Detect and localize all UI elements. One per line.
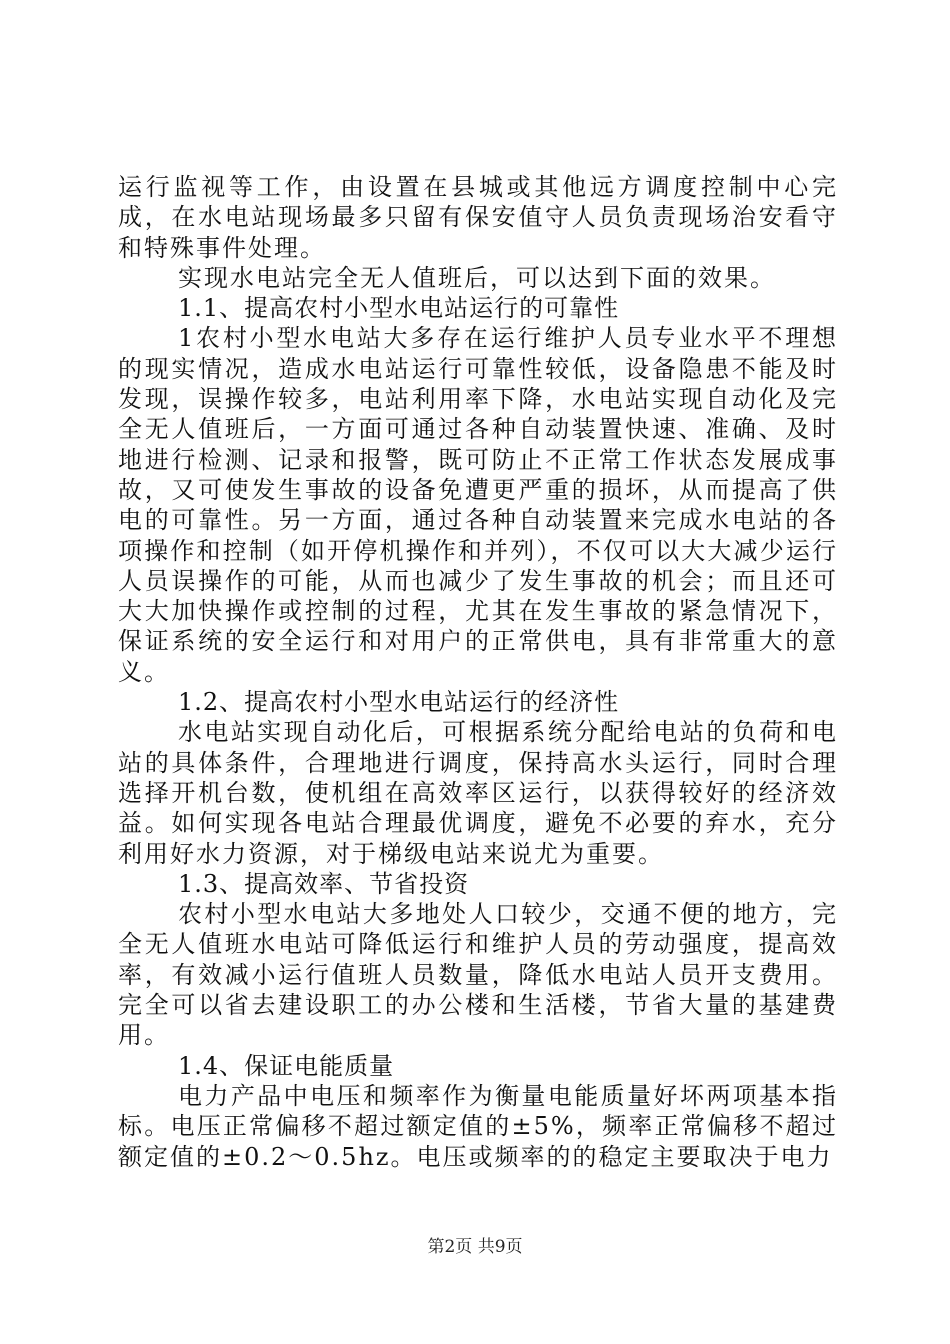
paragraph: 电力产品中电压和频率作为衡量电能质量好坏两项基本指标。电压正常偏移不超过额定值的±5%，频率正常偏移不超过额定值的±0.2～0.5hz。电压或频率的的稳定主要取决于电力 [118, 1081, 838, 1171]
section-heading: 1.2、提高农村小型水电站运行的经济性 [178, 688, 620, 717]
paragraph: 实现水电站完全无人值班后，可以达到下面的效果。 [178, 263, 776, 292]
section-heading: 1.3、提高效率、节省投资 [178, 869, 470, 898]
paragraph: 1农村小型水电站大多存在运行维护人员专业水平不理想的现实情况，造成水电站运行可靠性较低，设备隐患不能及时发现，误操作较多，电站利用率下降，水电站实现自动化及完全无人值班后，一方面可通过各种自动装置快速、准确、及时地进行检测、记录和报警，既可防止不正常工作状态发展成事故，又可使发生事故的设备免遭更严重的损坏，从而提高了供电的可靠性。另一方面，通过各种自动装置来完成水电站的各项操作和控制（如开停机操作和并列），不仅可以大大减少运行人员误操作的可能，从而也减少了发生事故的机会；而且还可大大加快操作或控制的过程，尤其在发生事故的紧急情况下，保证系统的安全运行和对用户的正常供电，具有非常重大的意义。 [118, 324, 838, 686]
paragraph: 水电站实现自动化后，可根据系统分配给电站的负荷和电站的具体条件，合理地进行调度，保持高水头运行，同时合理选择开机台数，使机组在高效率区运行，以获得较好的经济效益。如何实现各电站合理最优调度，避免不必要的弃水，充分利用好水力资源，对于梯级电站来说尤为重要。 [118, 718, 838, 868]
paragraph: 运行监视等工作，由设置在县城或其他远方调度控制中心完成，在水电站现场最多只留有保安值守人员负责现场治安看守和特殊事件处理。 [118, 173, 838, 262]
page-number-footer: 第2页 共9页 [427, 1237, 523, 1257]
document-body [118, 172, 838, 1172]
section-heading: 1.4、保证电能质量 [178, 1051, 395, 1080]
paragraph: 农村小型水电站大多地处人口较少，交通不便的地方，完全无人值班水电站可降低运行和维护人员的劳动强度，提高效率，有效减小运行值班人员数量，降低水电站人员开支费用。完全可以省去建设职工的办公楼和生活楼，节省大量的基建费用。 [118, 900, 838, 1050]
section-heading: 1.1、提高农村小型水电站运行的可靠性 [178, 294, 620, 323]
